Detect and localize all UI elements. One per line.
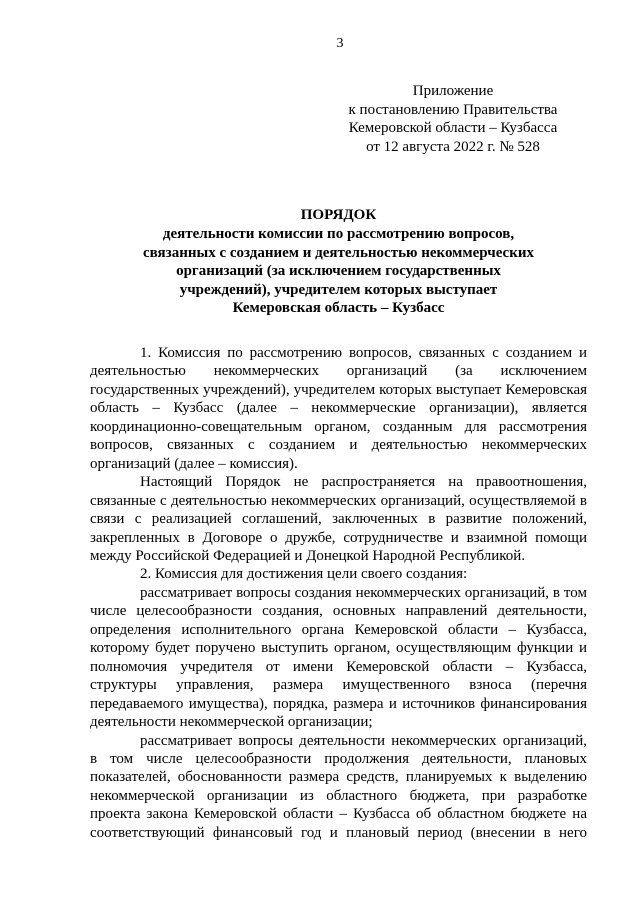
- document-body: [90, 344, 587, 842]
- appendix-line: от 12 августа 2022 г. № 528: [366, 138, 540, 155]
- title-line: учреждений), учредителем которых выступает: [179, 281, 498, 298]
- title-line: деятельности комиссии по рассмотрению вопросов,: [162, 226, 515, 242]
- title-line: Кемеровская область – Кузбасс: [232, 300, 445, 316]
- paragraph-3: 2. Комиссия для достижения цели своего создания:: [140, 566, 468, 583]
- paragraph-5: рассматривает вопросы деятельности некоммерческих организаций, в том числе целесообразности продолжения деятельности, плановых показателей, обоснованности размера средств, планируемых к выделению некоммерческой организации из областного бюджета, при разработке проекта закона Кемеровской области – Кузбасса об областном бюджете на соответствующий финансовый год и плановый период (внесении в него: [90, 732, 587, 841]
- paragraph-2: Настоящий Порядок не распространяется на правоотношения, связанные с деятельностью некоммерческих организаций, осуществляемой в связи с реализацией соглашений, заключенных в развитие положений, закрепленных в Договоре о дружбе, сотрудничестве и взаимной помощи между Российской Федерацией и Донецкой Народной Республикой.: [90, 474, 587, 564]
- appendix-line: Приложение: [412, 83, 494, 99]
- paragraph-4: рассматривает вопросы создания некоммерческих организаций, в том числе целесообразности создания, основных направлений деятельности, определения исполнительного органа Кемеровской области – Кузбасса, которому будет поручено выступить органом, осуществляющим функции и полномочия учредителя от имени Кемеровской области – Кузбасса, структуры управления, размера имущественного взноса (перечня передаваемого имущества), порядка, размера и источников финансирования деятельности некоммерческой организации;: [90, 584, 587, 731]
- title-main: ПОРЯДОК: [300, 207, 377, 223]
- title-line: организаций (за исключением государственных: [176, 263, 501, 279]
- document-title: [90, 206, 587, 318]
- appendix-block: [323, 82, 583, 156]
- page-number: 3: [336, 36, 344, 51]
- title-line: связанных с созданием и деятельностью некоммерческих: [143, 244, 534, 261]
- appendix-line: к постановлению Правительства: [348, 101, 558, 118]
- appendix-line: Кемеровской области – Кузбасса: [348, 120, 558, 137]
- paragraph-1: 1. Комиссия по рассмотрению вопросов, связанных с созданием и деятельностью некоммерческих организаций (за исключением государственных учреждений), учредителем которых выступает Кемеровская область – Кузбасс (далее – некоммерческие организации), является координационно-совещательным органом, созданным для рассмотрения вопросов, связанных с созданием и деятельностью некоммерческих организаций (далее – комиссия).: [90, 345, 587, 472]
